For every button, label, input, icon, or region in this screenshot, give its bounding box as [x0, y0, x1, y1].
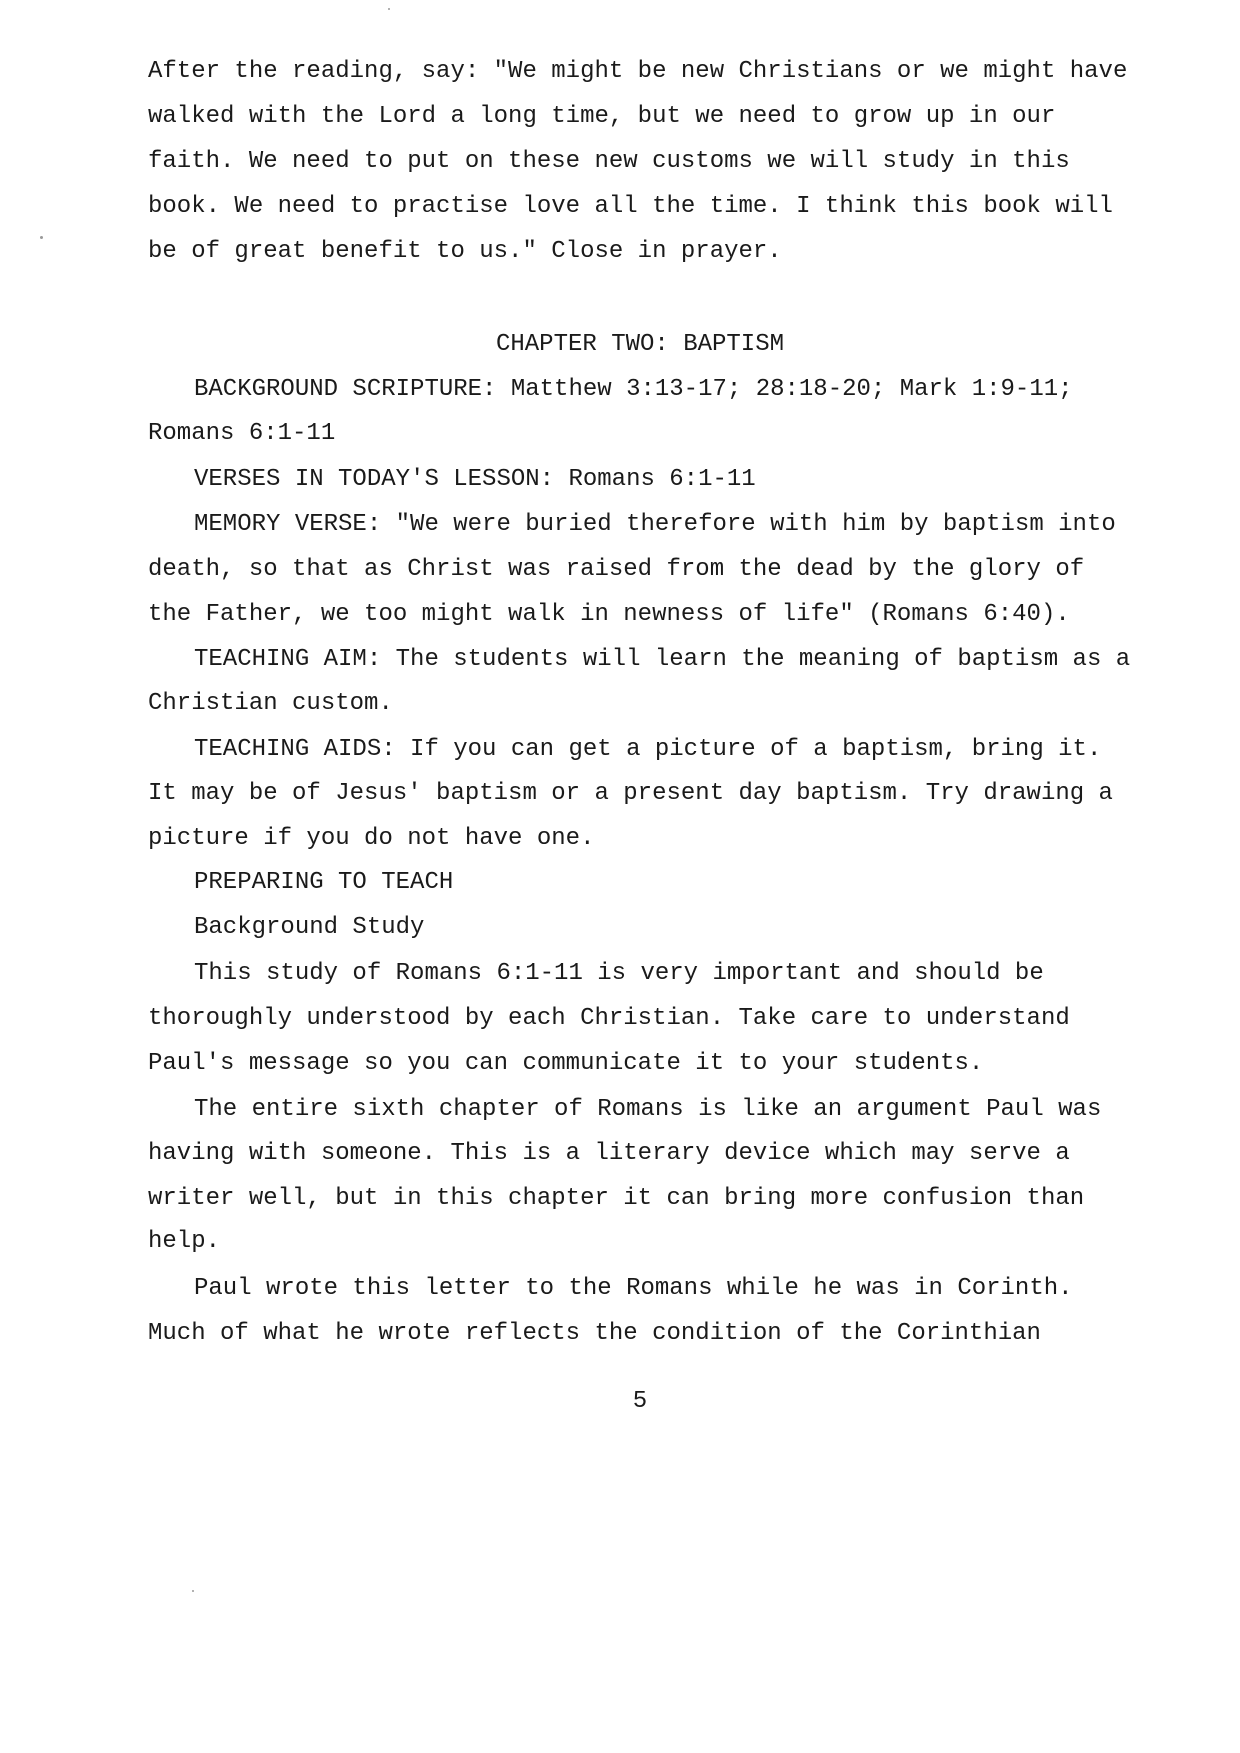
background-scripture-line: BACKGROUND SCRIPTURE: Matthew 3:13-17; 28:18-20; Mark 1:9-11;	[194, 376, 1073, 403]
memory-verse-line: death, so that as Christ was raised from the dead by the glory of	[148, 556, 1085, 583]
background-study-heading: Background Study	[194, 914, 425, 941]
memory-verse-line: MEMORY VERSE: "We were buried therefore with him by baptism into	[194, 511, 1116, 538]
scan-speck	[192, 1590, 194, 1592]
sixth-chapter-paragraph-line: writer well, but in this chapter it can bring more confusion than	[148, 1185, 1085, 1212]
page-number: 5	[632, 1388, 648, 1415]
study-paragraph-line: Paul's message so you can communicate it to your students.	[148, 1050, 984, 1077]
sixth-chapter-paragraph-line: having with someone. This is a literary device which may serve a	[148, 1140, 1070, 1167]
intro-line: faith. We need to put on these new customs we will study in this	[148, 148, 1070, 175]
sixth-chapter-paragraph-line: The entire sixth chapter of Romans is like an argument Paul was	[194, 1096, 1102, 1123]
intro-line: be of great benefit to us." Close in prayer.	[148, 238, 782, 265]
preparing-heading: PREPARING TO TEACH	[194, 869, 454, 896]
chapter-title: CHAPTER TWO: BAPTISM	[495, 331, 785, 358]
intro-line: walked with the Lord a long time, but we need to grow up in our	[148, 103, 1056, 130]
intro-line: After the reading, say: "We might be new Christians or we might have	[148, 58, 1128, 85]
background-scripture-line: Romans 6:1-11	[148, 420, 336, 447]
corinth-paragraph-line: Much of what he wrote reflects the condition of the Corinthian	[148, 1320, 1041, 1347]
scan-speck	[40, 236, 43, 239]
teaching-aids-line: It may be of Jesus' baptism or a present day baptism. Try drawing a	[148, 780, 1113, 807]
intro-line: book. We need to practise love all the time. I think this book will	[148, 193, 1113, 220]
teaching-aids-line: picture if you do not have one.	[148, 825, 595, 852]
scan-speck	[388, 8, 390, 10]
verses-in-lesson: VERSES IN TODAY'S LESSON: Romans 6:1-11	[194, 466, 756, 493]
sixth-chapter-paragraph-line: help.	[148, 1228, 221, 1255]
study-paragraph-line: thoroughly understood by each Christian. Take care to understand	[148, 1005, 1070, 1032]
memory-verse-line: the Father, we too might walk in newness of life" (Romans 6:40).	[148, 601, 1070, 628]
teaching-aim-line: Christian custom.	[148, 690, 393, 717]
teaching-aim-line: TEACHING AIM: The students will learn the meaning of baptism as a	[194, 646, 1131, 673]
study-paragraph-line: This study of Romans 6:1-11 is very important and should be	[194, 960, 1044, 987]
corinth-paragraph-line: Paul wrote this letter to the Romans while he was in Corinth.	[194, 1275, 1073, 1302]
teaching-aids-line: TEACHING AIDS: If you can get a picture of a baptism, bring it.	[194, 736, 1102, 763]
